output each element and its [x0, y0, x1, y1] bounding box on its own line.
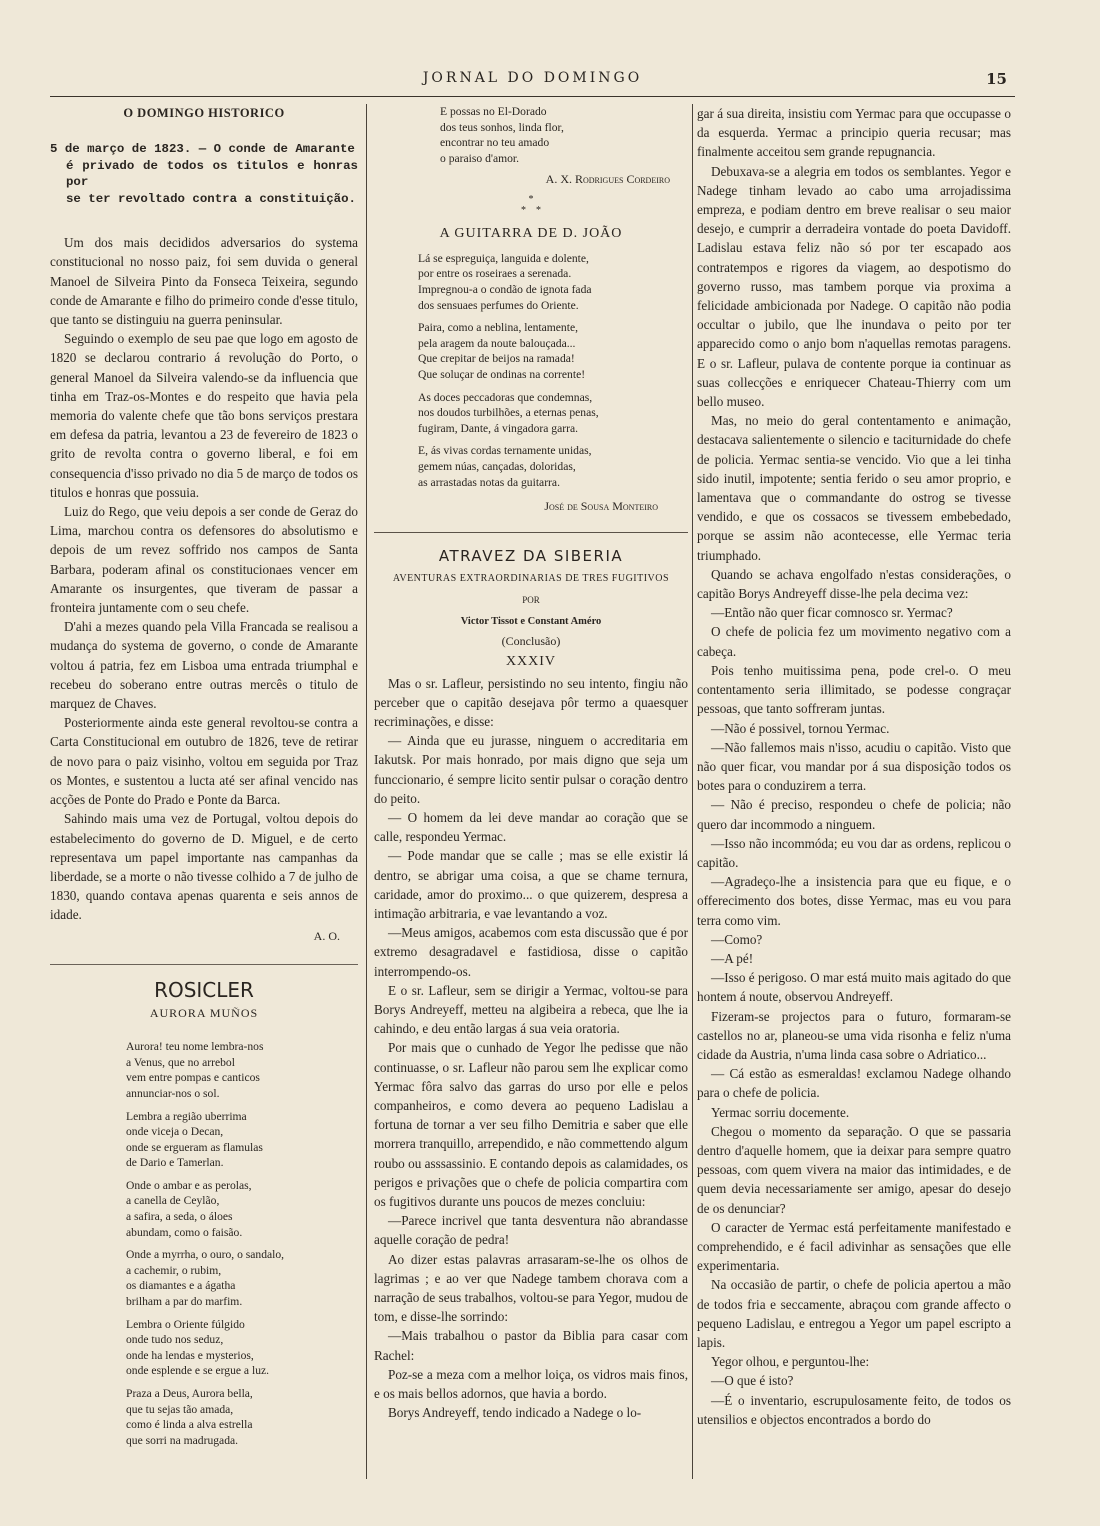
paragraph: Pois tenho muitissima pena, pode crel-o. O meu contentamento seria illimitado, se podesse congraçar pessoas, que tanto soffreram juntas. — [697, 662, 1011, 717]
poem-line: E, ás vivas cordas ternamente unidas, — [418, 444, 592, 458]
asterism-bottom: * * — [521, 204, 541, 216]
column-rule — [366, 104, 367, 1479]
paragraph: D'ahi a mezes quando pela Villa Francada se realisou a mudança do systema de governo, o conde de Amarante voltou á patria, fez em Lisboa uma entrada triumphal e recebeu do soberano entre outras mercês o titulo de marquez de Chaves. — [50, 619, 358, 712]
sonnet-stanza — [374, 390, 688, 437]
poem-stanza — [50, 1317, 358, 1379]
paragraph: —Então não quer ficar comnosco sr. Yermac? — [711, 605, 953, 621]
poem-line: Que crepitar de beijos na ramada! — [418, 352, 575, 366]
sonnet-stanza — [374, 443, 688, 490]
paragraph: —Isso não incommóda; eu vou dar as ordens, replicou o capitão. — [697, 835, 1011, 870]
paragraph: —Meus amigos, acabemos com esta discussão que é por extremo desagradavel e fastidiosa, disse o capitão interrompendo-os. — [374, 925, 688, 979]
poem-stanza — [50, 1109, 358, 1171]
poem-stanza — [50, 1386, 358, 1448]
paragraph: —Como? — [711, 931, 763, 947]
paragraph: O chefe de policia fez um movimento negativo com a cabeça. — [697, 624, 1011, 659]
paragraph: Borys Andreyeff, tendo indicado a Nadege o lo- — [388, 1405, 642, 1421]
paragraph: — Pode mandar que se calle ; mas se elle existir lá dentro, se abrigar uma coisa, a que se chame ternura, caridade, amor do proximo... o que quizerem, despresa a intimação arbitraria, e vae levantando a voz. — [374, 848, 688, 921]
paragraph: — Ainda que eu jurasse, ninguem o accreditaria em Iakutsk. Por mais honrado, por mais digno que seja um funccionario, é sempre licito sentir pulsar o coração dentro do peito. — [374, 733, 688, 806]
poem-line: a canella de Ceylão, — [126, 1194, 220, 1208]
poem-line: onde viceja o Decan, — [126, 1125, 224, 1139]
paragraph: Yermac sorriu docemente. — [711, 1104, 850, 1120]
poem-line: onde se ergueram as flamulas — [126, 1140, 263, 1154]
column-2 — [374, 104, 688, 1494]
poem-signature: A. X. Rodrigues Cordeiro — [545, 172, 670, 187]
poem-line: o paraiso d'amor. — [440, 151, 520, 165]
lead-line: 5 de março de 1823. — O conde de Amarante — [50, 142, 355, 157]
paragraph: O caracter de Yermac está perfeitamente manifestado e comprehendido, e é facil adivinhar as sensações que elle experimentaria. — [697, 1219, 1011, 1274]
poem-line: os diamantes e a ágatha — [126, 1279, 236, 1293]
poem-title: ROSICLER — [50, 964, 358, 1000]
column-rule — [692, 104, 693, 1479]
paragraph: —Isso é perigoso. O mar está muito mais agitado do que hontem á noute, observou Andreyeff. — [697, 970, 1011, 1005]
journal-title: JORNAL DO DOMINGO — [422, 70, 643, 86]
paragraph: Ao dizer estas palavras arrasaram-se-lhe os olhos de lagrimas ; e ao ver que Nadege tambem chorava com a narração de seus trabalhos, voltou-se para Yegor, mudou de tom, e disse-lhe sorrindo: — [374, 1251, 688, 1325]
paragraph: Chegou o momento da separação. O que se passaria dentro d'aquelle homem, que ia deixar para sempre quatro pessoas, com quem vivera na maior das intimidades, e de quem devia necessariamente ser amigo, apesar do desejo de os denunciar? — [697, 1123, 1011, 1216]
poem-line: Paira, como a neblina, lentamente, — [418, 321, 578, 335]
lead-line: é privado de todos os titulos e honras por — [66, 158, 358, 190]
serial-title: ATRAVEZ DA SIBERIA — [438, 547, 624, 566]
sonnet-stanza — [374, 320, 688, 382]
serial-by: POR — [522, 594, 540, 605]
poem-stanza — [374, 104, 688, 166]
paragraph: —Mais trabalhou o pastor da Biblia para casar com Rachel: — [374, 1328, 688, 1363]
poem-line: vem entre pompas e canticos — [126, 1071, 260, 1085]
poem-line: onde ha lendas e mysterios, — [126, 1348, 254, 1362]
paragraph: Debuxava-se a alegria em todos os semblantes. Yegor e Nadege tinham levado ao cabo uma arrojadissima empreza, e podiam dentro em breve realisar o seu maior desejo, e cumprir a derradeira vontade do poeta Davidoff. Ladislau estava feliz não só por ter escapado aos contratempos e rigores da viagem, ao despotismo do governo russo, mas tambem porque via proxima a felicidade ambicionada por Nadege. O capitão não podia occultar o jubilo, que lhe inundava o peito por ter apparecido como o anjo bom n'aquellas remotas paragens. E o sr. Lafleur, pulava de contente porque ia continuar as suas collecções e enriquecer Chateau-Thierry com um bello museo. — [697, 163, 1011, 410]
poem-line: Aurora! teu nome lembra-nos — [126, 1040, 264, 1054]
poem-line: de Dario e Tamerlan. — [126, 1156, 224, 1170]
poem-line: dos sensuaes perfumes do Oriente. — [418, 298, 579, 312]
poem-author: AURORA MUÑOS — [149, 1005, 259, 1020]
poem-line: Lá se espreguiça, languida e dolente, — [418, 251, 589, 265]
poem-line: que tu sejas tão amada, — [126, 1402, 234, 1416]
poem-line: por entre os roseiraes a serenada. — [418, 267, 572, 281]
paragraph: Um dos mais decididos adversarios do systema constitucional no nosso paiz, foi sem duvida o general Manoel de Silveira Pinto da Fonseca Teixeira, segundo conde de Amarante e filho do primeiro conde d'esse titulo, que tanto se distinguiu na guerra peninsular. — [50, 235, 358, 328]
poem-line: a safira, a seda, o áloes — [126, 1210, 233, 1224]
article-signature: A. O. — [313, 928, 340, 943]
serial-authors: Victor Tissot e Constant Améro — [460, 615, 602, 627]
asterism-top: * — [528, 193, 534, 205]
poem-line: gemem núas, cançadas, doloridas, — [418, 459, 576, 473]
poem-line: brilham a par do marfim. — [126, 1295, 243, 1309]
poem-line: dos teus sonhos, linda flor, — [440, 120, 564, 134]
paragraph: Mas o sr. Lafleur, persistindo no seu intento, fingiu não perceber que o capitão desejava pôr termo a quaesquer recriminações, e disse: — [374, 675, 688, 729]
poem-line: a Venus, que no arrebol — [126, 1055, 235, 1069]
poem-line: nos doudos turbilhões, a eternas penas, — [418, 406, 599, 420]
poem-line: encontrar no teu amado — [440, 136, 550, 150]
poem-line: as arrastadas notas da guitarra. — [418, 475, 560, 489]
paragraph: —O que é isto? — [711, 1373, 794, 1389]
poem-line: pela aragem da noute balouçada... — [418, 336, 576, 350]
poem-stanza — [50, 1039, 358, 1101]
poem-line: Lembra o Oriente fúlgido — [126, 1317, 245, 1331]
poem-line: Que soluçar de ondinas na corrente! — [418, 367, 586, 381]
paragraph: Por mais que o cunhado de Yegor lhe pedisse que não continuasse, o sr. Lafleur não parou sem lhe explicar como Yermac fôra salvo das garras do urso por elle e pelos companheiros, e como devera ao pequeno Ladislau a fortuna de tornar a ver seu filho Demitria e saber que elle morrera tranquillo, arrependido, e não commettendo algum roubo ou asssassinio. E contando depois as calamidades, os perigos e privações que o chefe de policia compartira com os fugitivos durante uns poucos de mezes concluiu: — [374, 1040, 688, 1209]
paragraph: —Não fallemos mais n'isso, acudiu o capitão. Visto que não quer ficar, vou mandar por á sua disposição todos os botes para o conduzirem a terra. — [697, 739, 1011, 794]
poem-line: abundam, como o faisão. — [126, 1225, 243, 1239]
poem-line: Lembra a região uberrima — [126, 1109, 247, 1123]
paragraph: — O homem da lei deve mandar ao coração que se calle, respondeu Yermac. — [374, 809, 688, 845]
paragraph: —Agradeço-lhe a insistencia para que eu fique, e o offerecimento dos botes, disse Yermac, mas eu vou para terra como vim. — [697, 874, 1011, 928]
poem-line: onde tudo nos seduz, — [126, 1333, 224, 1347]
paragraph: Sahindo mais uma vez de Portugal, voltou depois do estabelecimento do governo de D. Miguel, e de certo representava um papel importante nas campanhas da liberdade, se a morte o não tivesse colhido a 7 de julho de 1830, quando contava apenas quarenta e seis annos de idade. — [50, 811, 358, 923]
lead-line: se ter revoltado contra a constituição. — [66, 191, 356, 206]
poem-line: como é linda a alva estrella — [126, 1418, 253, 1432]
paragraph: —É o inventario, escrupulosamente feito, de todos os utensilios e objectos encontrados a bordo do — [697, 1392, 1011, 1427]
paragraph: —Não é possivel, tornou Yermac. — [711, 720, 890, 736]
paragraph: —A pé! — [711, 950, 754, 966]
poem-line: E possas no El-Dorado — [440, 105, 547, 118]
section-divider — [374, 532, 688, 533]
serial-subtitle: AVENTURAS EXTRAORDINARIAS DE TRES FUGITIVOS — [392, 572, 670, 584]
masthead — [50, 66, 1015, 97]
paragraph: Seguindo o exemplo de seu pae que logo em agosto de 1820 se declarou contrario á revolução do Porto, o general Manoel da Silveira valendo-se da influencia que tinha em Traz-os-Montes e do respeito que havia pela memoria do valente chefe que tão bons serviços prestara em defesa da patria, levantou a 23 de fevereiro de 1823 o grito de revolta contra o governo liberal, e foi em consequencia d'isso privado no dia 5 de março de todos os titulos e honras que possuia. — [50, 331, 358, 500]
sonnet-stanza — [374, 251, 688, 313]
guitarra-title: A GUITARRA DE D. JOÃO — [439, 225, 623, 241]
chapter-number: XXXIV — [505, 654, 557, 670]
paragraph: Poz-se a meza com a melhor loiça, os vidros mais finos, e os mais bellos adornos, que havia a bordo. — [374, 1366, 688, 1402]
asterism — [374, 194, 688, 216]
paragraph: Fizeram-se projectos para o futuro, formaram-se castellos no ar, planeou-se uma vida risonha e feliz n'uma cidade da Austria, n'uma linda casa sobre o Adriatico... — [697, 1008, 1011, 1062]
poem-line: fugiram, Dante, á vingadora garra. — [418, 421, 578, 435]
poem-line: As doces peccadoras que condemnas, — [418, 390, 593, 404]
poem-line: Impregnou-a o condão de ignota fada — [418, 282, 592, 296]
poem-line: Onde o ambar e as perolas, — [126, 1178, 252, 1192]
serial-conclusion: (Conclusão) — [501, 634, 561, 649]
sonnet-signature: José de Sousa Monteiro — [544, 499, 658, 514]
poem-line: Onde a myrrha, o ouro, o sandalo, — [126, 1248, 285, 1262]
poem-line: Praza a Deus, Aurora bella, — [126, 1387, 253, 1400]
paragraph: Mas, no meio do geral contentamento e animação, destacava salientemente o silencio e taciturnidade do chefe de policia. Yermac sentia-se vencido. Vio que a lei tinha sido inutil, impotente; sentia ferido o seu amor proprio, e lamentava que o commandante do ostrog se tivesse vendido, e que os cossacos se tivessem embebedado, porque se assim não acontecesse, elle Yermac teria triumphado. — [697, 413, 1011, 563]
poem-line: annunciar-nos o sol. — [126, 1086, 220, 1100]
lead-summary — [50, 141, 358, 207]
paragraph: E o sr. Lafleur, sem se dirigir a Yermac, voltou-se para Borys Andreyeff, metteu na algibeira a rebeca, que lhe ia cahindo, e deu então largas á sua veia oratoria. — [374, 982, 688, 1037]
column-1 — [50, 104, 358, 1494]
poem-stanza — [50, 1178, 358, 1240]
paragraph: gar á sua direita, insistiu com Yermac para que occupasse o da esquerda. Yermac a principio queria recusar; mas finalmente acceitou sem grande repugnancia. — [697, 106, 1011, 160]
paragraph: — Cá estão as esmeraldas! exclamou Nadege olhando para o chefe de policia. — [697, 1066, 1011, 1101]
column-3 — [697, 104, 1011, 1494]
poem-line: que sorri na madrugada. — [126, 1433, 239, 1447]
paragraph: Luiz do Rego, que veiu depois a ser conde de Geraz do Lima, marchou contra os defensores do absolutismo e depois de um revez soffrido nos campos de Santa Barbara, poderam afinal os constitucionaes vencer em Amarante os insurgentes, que tiveram de passar a fronteira juntamente com o seu chefe. — [50, 504, 358, 616]
paragraph: Posteriormente ainda este general revoltou-se contra a Carta Constitucional em outubro de 1826, teve de retirar de novo para o paiz visinho, voltou em seguida por Traz os Montes, e sustentou a lucta até ser afinal vencido nas acções de Ponte do Prado e Ponte da Barca. — [50, 715, 358, 808]
section-title: O DOMINGO HISTORICO — [123, 106, 285, 120]
paragraph: Na occasião de partir, o chefe de policia apertou a mão de todos fria e seccamente, abraçou com grande affecto o pequeno Ladislau, e entregou a Yegor um papel escripto a lapis. — [697, 1277, 1011, 1350]
paragraph: —Parece incrivel que tanta desventura não abrandasse aquelle coração de pedra! — [374, 1213, 688, 1248]
paragraph: — Não é preciso, respondeu o chefe de policia; não quero dar incommodo a ninguem. — [697, 797, 1011, 832]
poem-line: a cachemir, o rubim, — [126, 1263, 222, 1277]
poem-stanza — [50, 1247, 358, 1309]
paragraph: Yegor olhou, e perguntou-lhe: — [711, 1354, 870, 1370]
paragraph: Quando se achava engolfado n'estas considerações, o capitão Borys Andreyeff disse-lhe pela decima vez: — [697, 566, 1011, 602]
page-number: 15 — [986, 70, 1007, 88]
poem-line: onde esplende e se ergue a luz. — [126, 1364, 270, 1378]
